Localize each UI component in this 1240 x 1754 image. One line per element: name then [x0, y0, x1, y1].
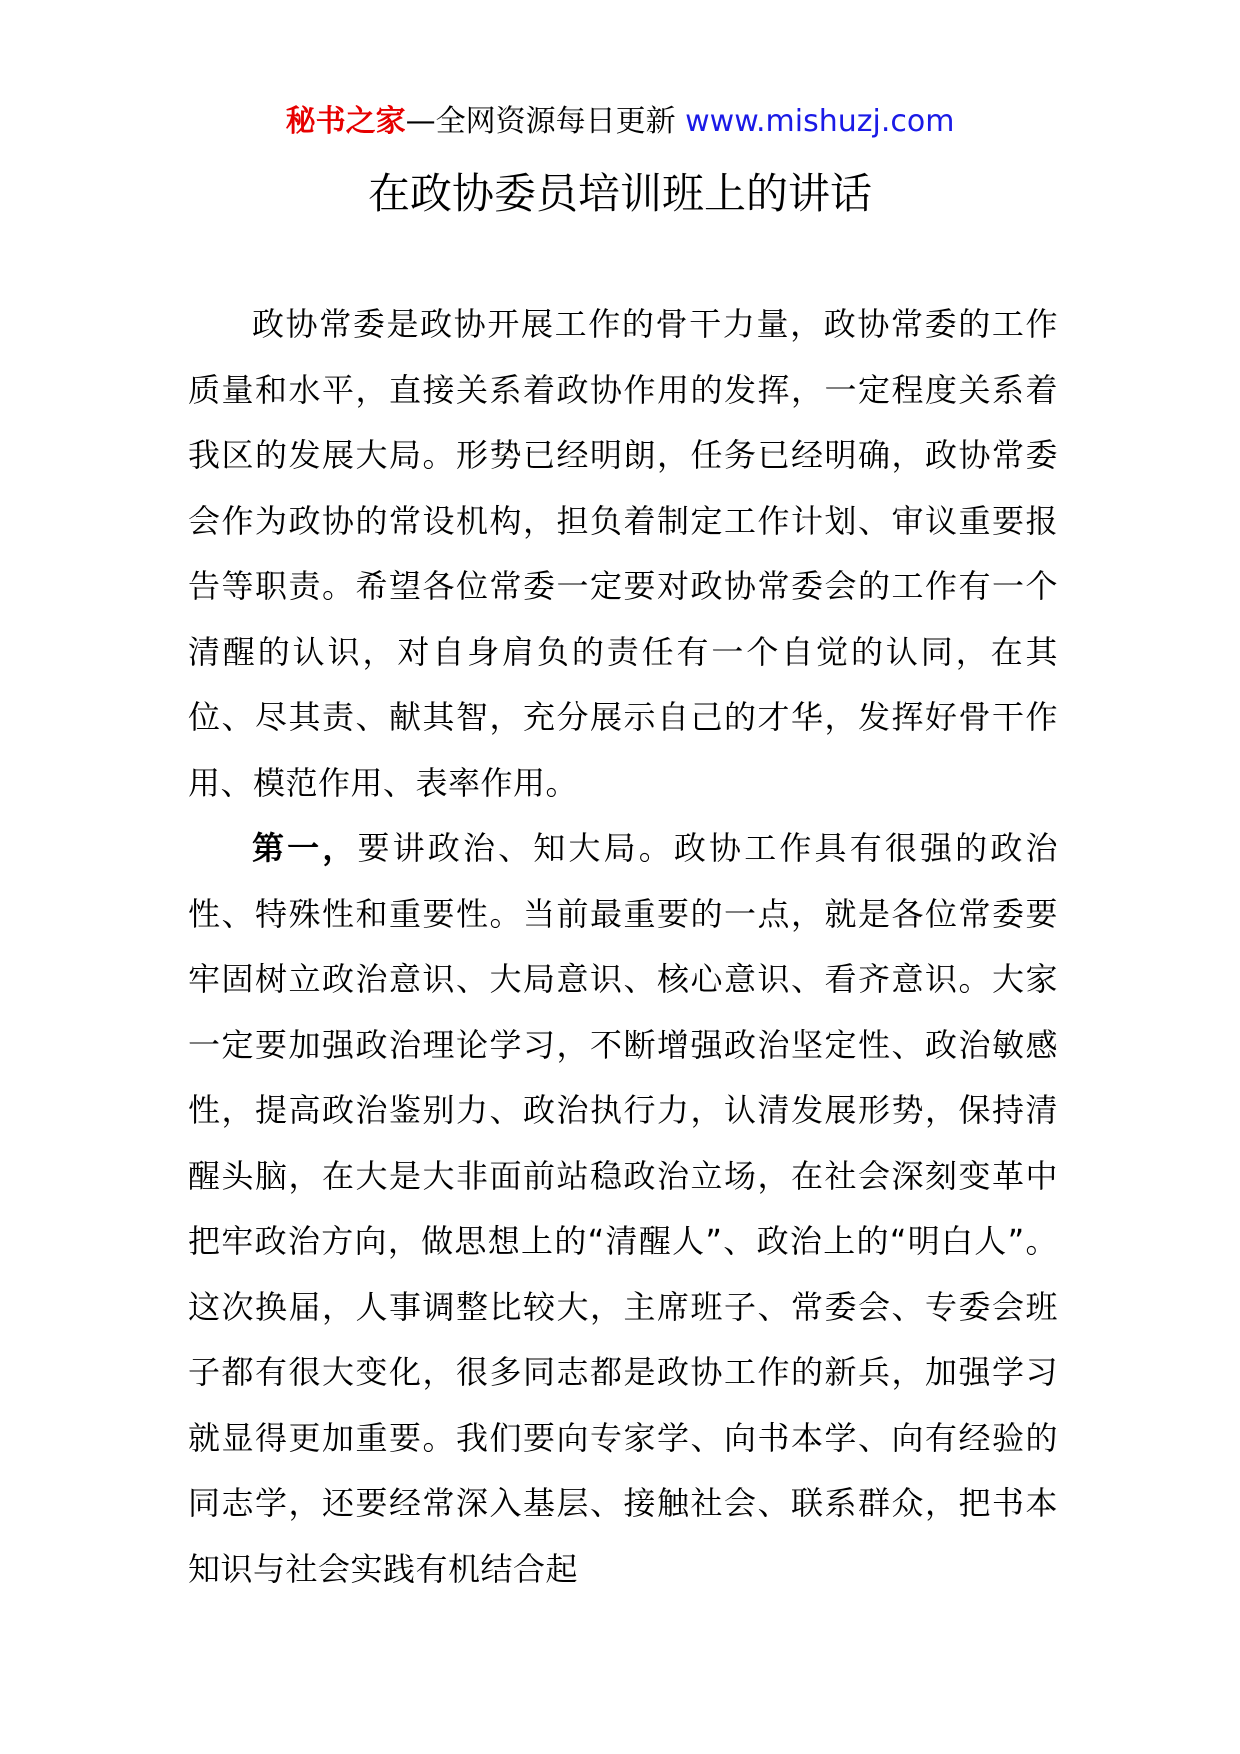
site-brand: 秘书之家 — [285, 104, 406, 139]
paragraph-intro — [188, 292, 1058, 816]
site-tagline: —全网资源每日更新 — [405, 104, 676, 139]
paragraph-lead: 第一， — [252, 829, 358, 867]
document-body — [188, 292, 1058, 1602]
document-title: 在政协委员培训班上的讲话 — [367, 169, 872, 218]
paragraph-text: 政协常委是政协开展工作的骨干力量，政协常委的工作质量和水平，直接关系着政协作用的发挥，一定程度关系着我区的发展大局。形势已经明朗，任务已经明确，政协常委会作为政协的常设机构，担负着制定工作计划、审议重要报告等职责。希望各位常委一定要对政协常委会的工作有一个清醒的认识，对自身肩负的责任有一个自觉的认同，在其位、尽其责、献其智，充分展示自己的才华，发挥好骨干作用、模范作用、表率作用。 — [188, 305, 1058, 802]
paragraph-text: 要讲政治、知大局。政协工作具有很强的政治性、特殊性和重要性。当前最重要的一点，就是各位常委要牢固树立政治意识、大局意识、核心意识、看齐意识。大家一定要加强政治理论学习，不断增强政治坚定性、政治敏感性，提高政治鉴别力、政治执行力，认清发展形势，保持清醒头脑，在大是大非面前站稳政治立场，在社会深刻变革中把牢政治方向，做思想上的“清醒人”、政治上的“明白人”。这次换届，人事调整比较大，主席班子、常委会、专委会班子都有很大变化，很多同志都是政协工作的新兵，加强学习就显得更加重要。我们要向专家学、向书本学、向有经验的同志学，还要经常深入基层、接触社会、联系群众，把书本知识与社会实践有机结合起 — [188, 829, 1058, 1588]
site-header — [0, 100, 1240, 144]
paragraph-first-point — [188, 816, 1058, 1602]
site-url-link[interactable]: www.mishuzj.com — [685, 104, 955, 139]
